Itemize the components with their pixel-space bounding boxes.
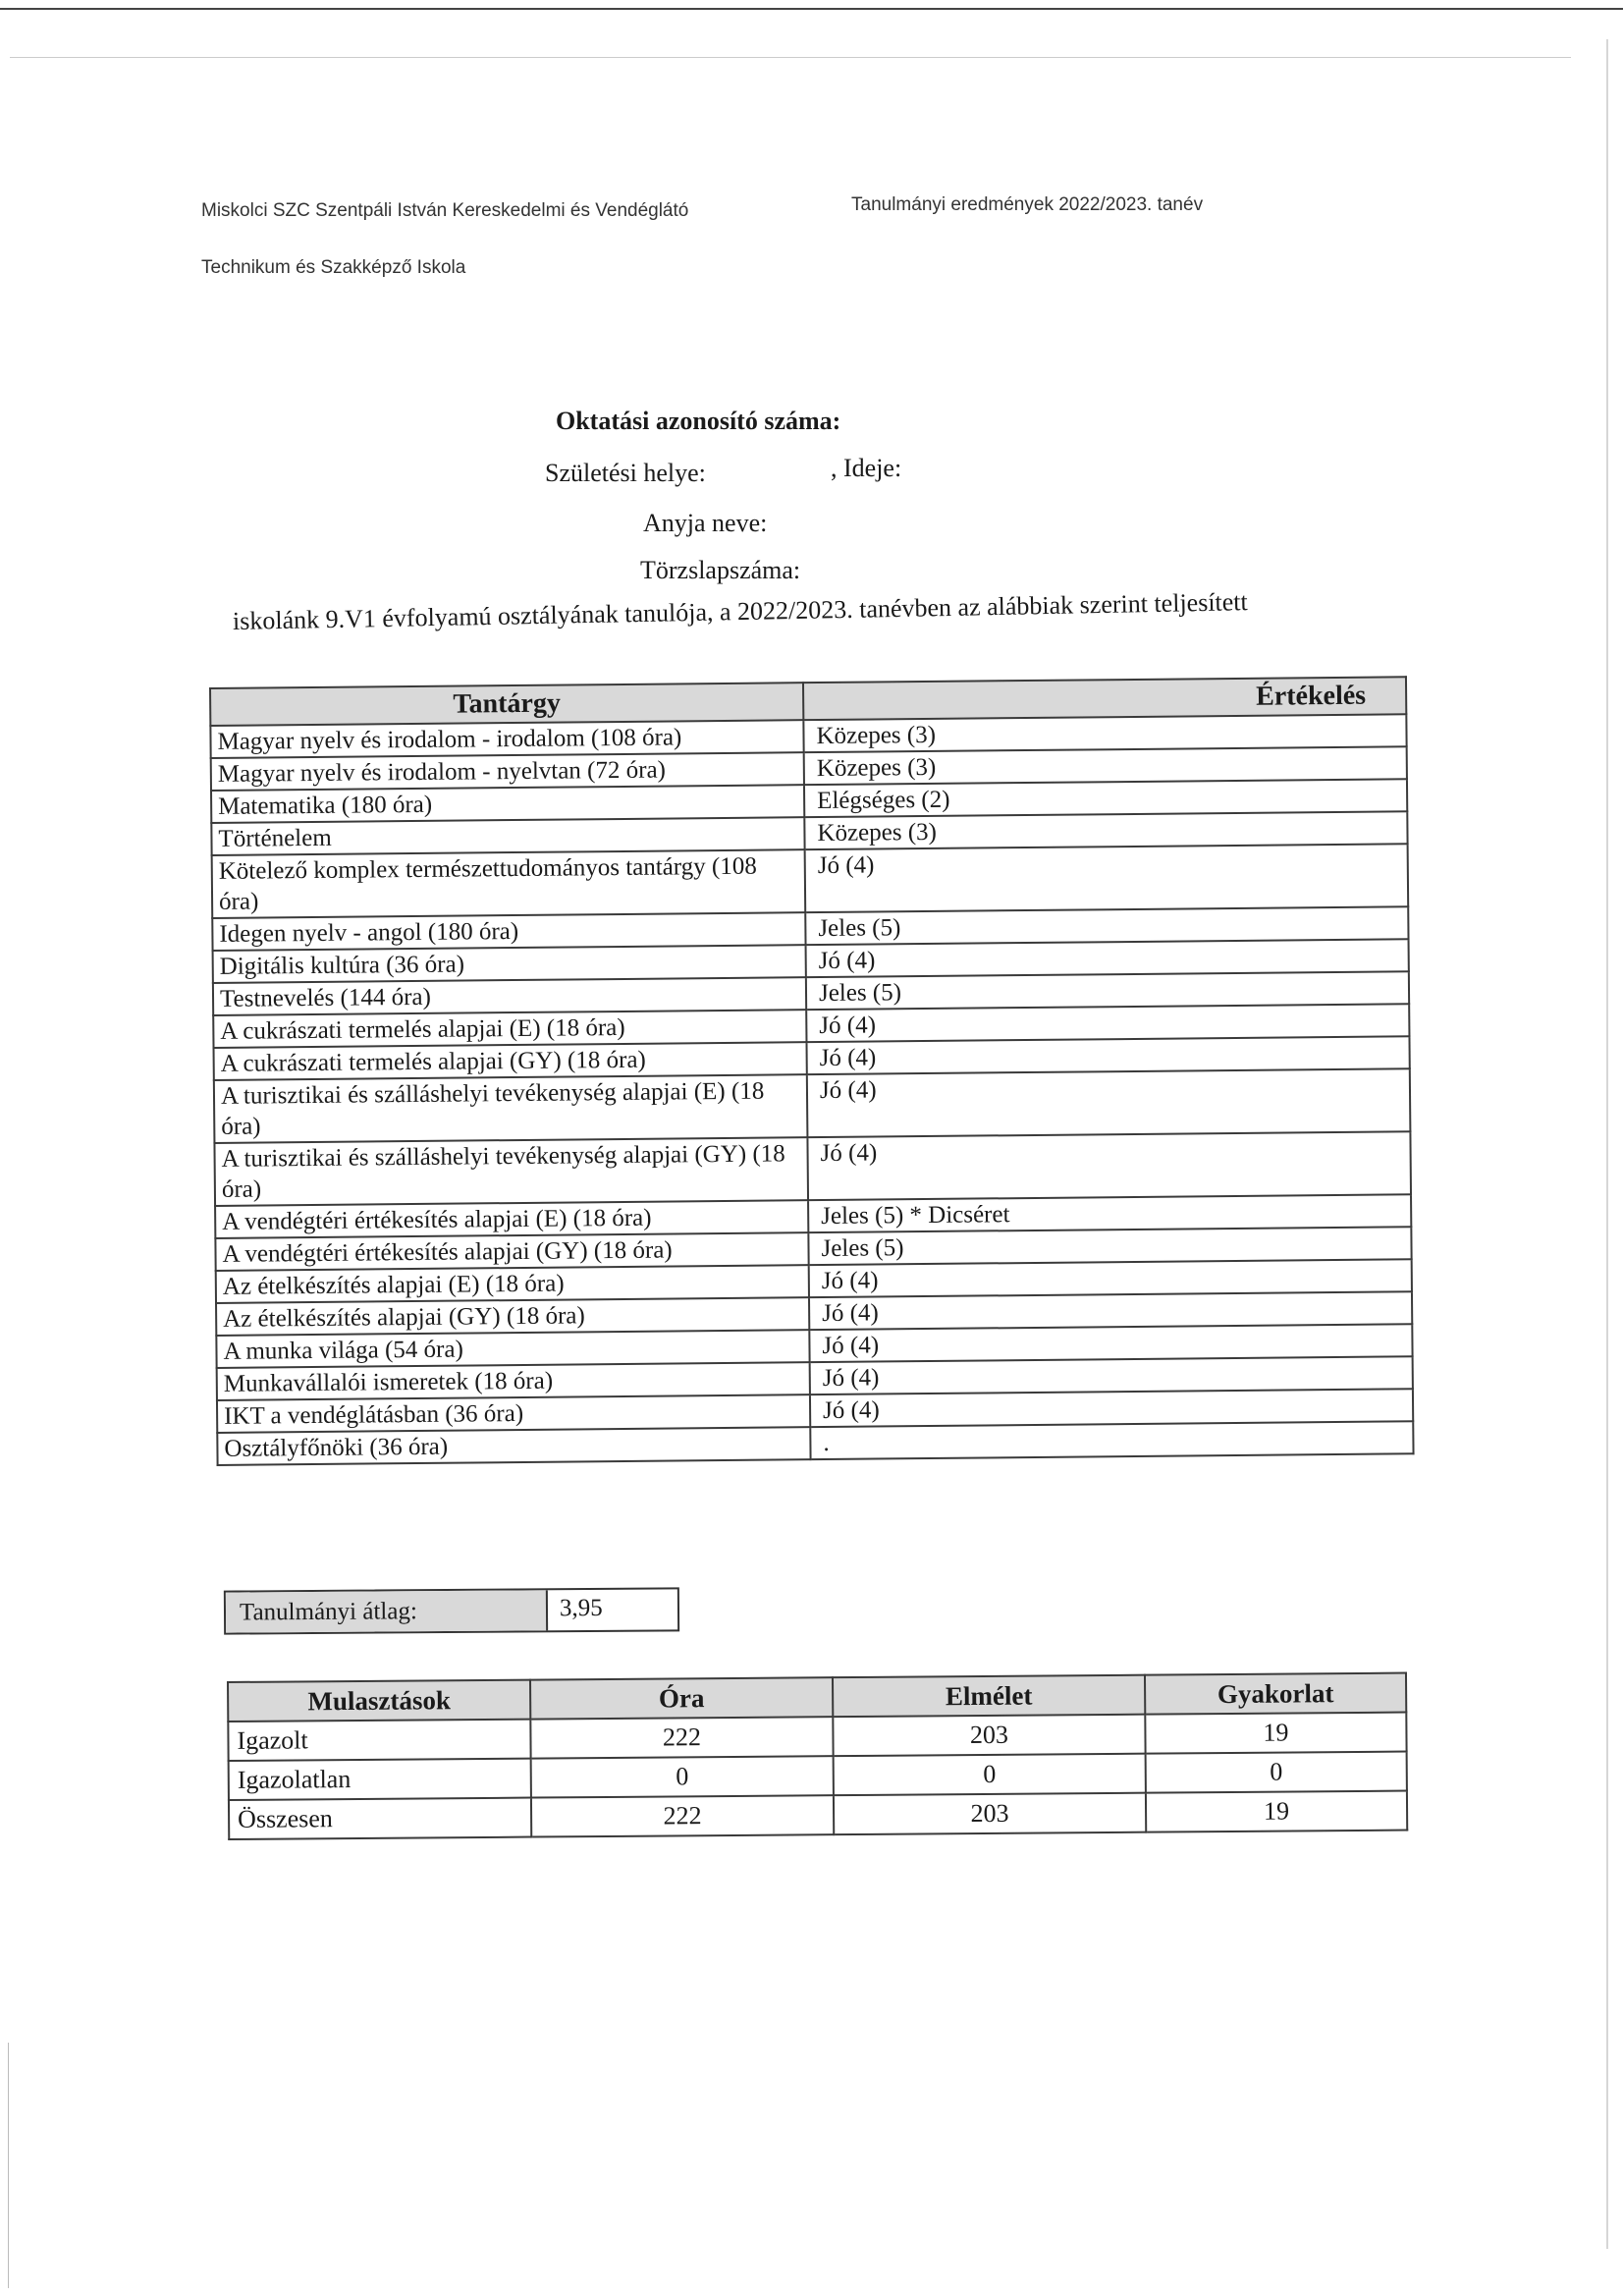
absence-col-ora: Óra xyxy=(530,1677,833,1719)
subject-cell: Digitális kultúra (36 óra) xyxy=(213,945,806,983)
absence-theory-cell: 203 xyxy=(833,1715,1145,1756)
grade-cell: Jó (4) xyxy=(806,1036,1409,1074)
absence-body xyxy=(228,1713,1407,1839)
intro-sentence: iskolánk 9.V1 évfolyamú osztályának tanulója, a 2022/2023. tanévben az alábbiak szerint teljesített xyxy=(232,587,1248,635)
subject-cell: A vendégtéri értékesítés alapjai (E) (18 óra) xyxy=(215,1200,808,1238)
grade-cell: Jeles (5) xyxy=(808,1227,1411,1265)
oktatasi-azonosito-label: Oktatási azonosító száma: xyxy=(556,407,841,435)
grade-cell: Jó (4) xyxy=(807,1068,1411,1137)
subject-cell: Az ételkészítés alapjai (GY) (18 óra) xyxy=(216,1297,809,1336)
absence-label-cell: Igazolatlan xyxy=(229,1759,531,1800)
results-title: Tanulmányi eredmények 2022/2023. tanév xyxy=(851,194,1204,215)
table-row xyxy=(214,1068,1411,1143)
absence-col-gyakorlat: Gyakorlat xyxy=(1145,1673,1406,1715)
subject-cell: Testnevelés (144 óra) xyxy=(213,977,806,1015)
absence-practice-cell: 19 xyxy=(1146,1791,1407,1832)
subject-cell: Magyar nyelv és irodalom - irodalom (108 óra) xyxy=(210,720,803,758)
grade-cell: Jó (4) xyxy=(810,1356,1413,1394)
scan-edge-line xyxy=(1606,39,1608,2249)
absence-hours-cell: 0 xyxy=(531,1756,834,1797)
grade-cell: Jó (4) xyxy=(810,1389,1413,1427)
anyja-neve-label: Anyja neve: xyxy=(643,509,768,537)
grade-cell: Jó (4) xyxy=(806,939,1409,977)
table-row xyxy=(229,1791,1407,1839)
absence-table xyxy=(227,1672,1408,1840)
top-border-line xyxy=(0,8,1623,10)
average-label: Tanulmányi átlag: xyxy=(226,1590,548,1632)
school-name-line1: Miskolci SZC Szentpáli István Kereskedelmi és Vendéglátó xyxy=(201,200,689,221)
subject-cell: Munkavállalói ismeretek (18 óra) xyxy=(217,1362,810,1400)
subject-cell: IKT a vendéglátásban (36 óra) xyxy=(217,1394,810,1433)
grade-column-header: Értékelés xyxy=(803,677,1406,720)
subject-cell: Az ételkészítés alapjai (E) (18 óra) xyxy=(216,1265,809,1303)
subject-cell: A cukrászati termelés alapjai (E) (18 óra) xyxy=(213,1010,806,1048)
ideje-label: , Ideje: xyxy=(831,454,902,482)
absence-practice-cell: 19 xyxy=(1145,1713,1406,1754)
grade-cell: Jó (4) xyxy=(807,1131,1411,1200)
grade-cell: Jeles (5) xyxy=(805,906,1408,945)
absence-theory-cell: 203 xyxy=(834,1793,1146,1834)
subject-cell: Osztályfőnöki (36 óra) xyxy=(217,1427,810,1465)
subject-cell: Magyar nyelv és irodalom - nyelvtan (72 óra) xyxy=(211,752,804,791)
grade-cell: Jeles (5) xyxy=(806,971,1409,1010)
scan-left-mark xyxy=(8,2043,9,2288)
grade-cell: Közepes (3) xyxy=(804,746,1407,785)
subject-cell: A turisztikai és szálláshelyi tevékenység alapjai (GY) (18 óra) xyxy=(214,1137,808,1206)
grade-cell: . xyxy=(810,1421,1413,1459)
absence-hours-cell: 222 xyxy=(531,1795,834,1836)
szuletesi-hely-label: Születési helye: xyxy=(545,459,706,487)
subject-cell: Kötelező komplex természettudományos tantárgy (108 óra) xyxy=(212,849,806,918)
subject-cell: A munka világa (54 óra) xyxy=(216,1330,809,1368)
grade-cell: Jó (4) xyxy=(806,1004,1409,1042)
average-box xyxy=(224,1587,679,1634)
table-row xyxy=(212,844,1409,918)
subject-cell: A cukrászati termelés alapjai (GY) (18 óra) xyxy=(214,1042,807,1080)
average-value: 3,95 xyxy=(559,1594,603,1622)
school-name-line2: Technikum és Szakképző Iskola xyxy=(201,257,466,278)
grades-table xyxy=(209,676,1415,1466)
absence-theory-cell: 0 xyxy=(834,1754,1146,1795)
grades-body xyxy=(210,714,1413,1465)
grade-cell: Elégséges (2) xyxy=(804,779,1407,817)
absence-practice-cell: 0 xyxy=(1146,1752,1407,1793)
subject-cell: Idegen nyelv - angol (180 óra) xyxy=(212,912,805,951)
grade-cell: Jó (4) xyxy=(809,1291,1412,1330)
subject-cell: A vendégtéri értékesítés alapjai (GY) (18 óra) xyxy=(215,1232,808,1271)
grade-cell: Közepes (3) xyxy=(804,811,1407,849)
absence-col-elmelet: Elmélet xyxy=(833,1675,1145,1717)
grade-cell: Jó (4) xyxy=(809,1259,1412,1297)
torzslapszam-label: Törzslapszáma: xyxy=(640,556,801,584)
subject-cell: Történelem xyxy=(211,817,804,855)
grade-cell: Jó (4) xyxy=(805,844,1409,912)
subject-column-header: Tantárgy xyxy=(210,683,803,726)
grade-cell: Közepes (3) xyxy=(803,714,1406,752)
subject-cell: Matematika (180 óra) xyxy=(211,785,804,823)
absence-hours-cell: 222 xyxy=(530,1717,833,1758)
subject-cell: A turisztikai és szálláshelyi tevékenység alapjai (E) (18 óra) xyxy=(214,1074,808,1143)
grade-cell: Jó (4) xyxy=(809,1324,1412,1362)
absence-col-mulasztasok: Mulasztások xyxy=(228,1680,530,1722)
table-row xyxy=(214,1131,1411,1206)
absence-label-cell: Összesen xyxy=(229,1798,531,1839)
absence-label-cell: Igazolt xyxy=(228,1720,530,1761)
grade-cell: Jeles (5) * Dicséret xyxy=(808,1194,1411,1232)
top-faint-line xyxy=(10,57,1571,58)
